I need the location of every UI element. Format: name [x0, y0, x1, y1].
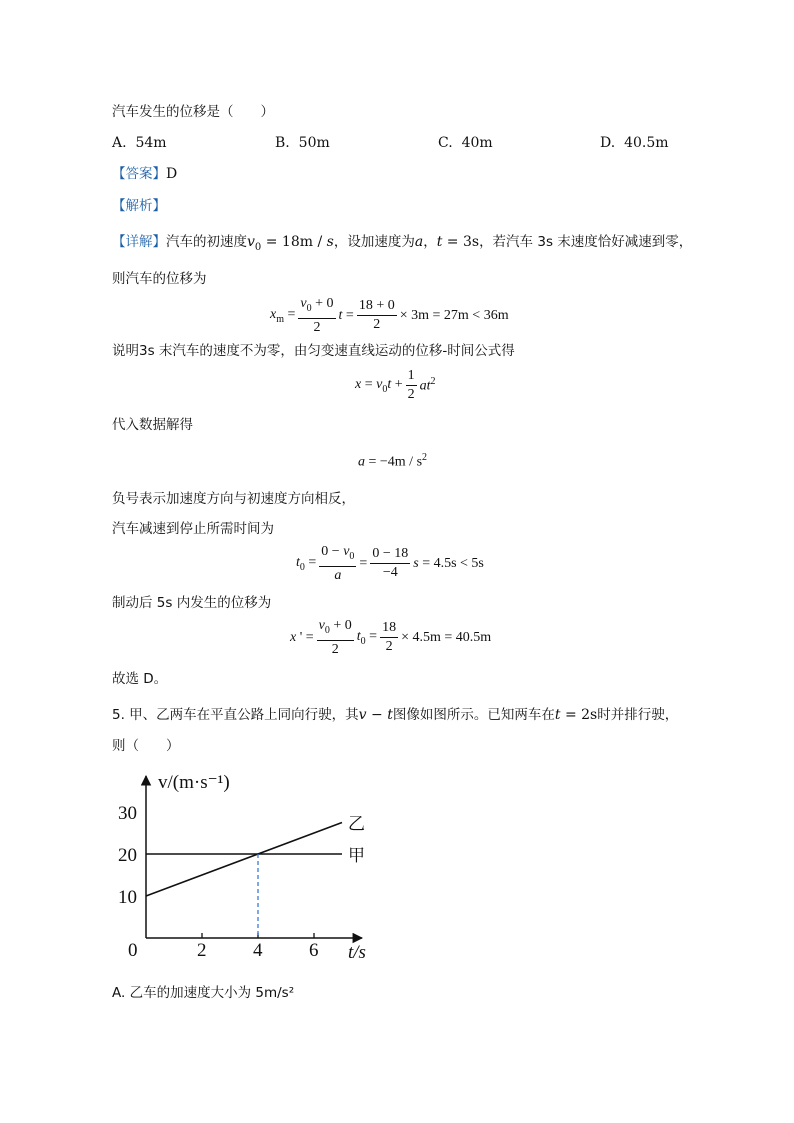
option-b — [275, 135, 330, 151]
equation-displacement: $x = v_0t$ + $\frac{1}{2}$ $at^2$ — [355, 368, 436, 402]
detail-line-2: 则汽车的位移为 — [112, 271, 207, 287]
detail-line-6: 汽车减速到停止所需时间为 — [112, 521, 274, 537]
x-tick-label: 6 — [309, 940, 319, 961]
x-tick-label: 2 — [197, 940, 207, 961]
detail-text-4: ，若汽车 3s 末速度恰好减速到零， — [479, 234, 693, 250]
equation-final-displacement: x ' = $\frac{v_0 + 0}{2}$ $t_0$ = $\frac{18}{2}$ × 4.5m = 40.5m — [290, 618, 492, 657]
series-line-yi — [146, 823, 342, 897]
equation-acceleration: $a = -4m / s^2$ — [358, 452, 428, 470]
detail-line-3: 说明3s 末汽车的速度不为零，由匀变速直线运动的位移-时间公式得 — [112, 343, 515, 359]
detail-line-8: 故选 D。 — [112, 671, 168, 687]
vt-graph — [112, 770, 382, 970]
series-label-jia: 甲 — [348, 846, 365, 866]
detail-line-4: 代入数据解得 — [112, 417, 193, 433]
x-axis-label: t/s — [348, 942, 366, 963]
option-d-letter: D. — [600, 135, 616, 151]
equation-xm: $x_m$ = $\frac{v_0 + 0}{2}$ t = $\frac{18 + 0}{2}$ × 3m = 27m < 36m — [270, 296, 509, 335]
a-symbol: a — [414, 234, 424, 250]
answer-label: 【答案】 — [112, 166, 166, 182]
t-expression: t = 3s — [436, 234, 480, 250]
question-stem: 汽车发生的位移是（ ） — [112, 104, 274, 120]
t2-expression: t = 2s — [554, 707, 598, 723]
option-c-value: 40m — [461, 135, 493, 151]
option-a-letter: A. — [112, 135, 127, 151]
option-c-letter: C. — [438, 135, 453, 151]
option-a-value: 54m — [135, 135, 167, 151]
option-d — [600, 135, 669, 151]
y-tick-label: 10 — [118, 887, 137, 908]
option-a — [112, 135, 167, 151]
q5-option-a: A. 乙车的加速度大小为 5m/s² — [112, 985, 295, 1001]
option-c — [438, 135, 493, 151]
y-axis-label: v/(m·s⁻¹) — [158, 772, 230, 793]
q5-text-1: 5. 甲、乙两车在平直公路上同向行驶，其 — [112, 707, 359, 723]
detail-line-5: 负号表示加速度方向与初速度方向相反， — [112, 491, 355, 507]
q5-line-2: 则（ ） — [112, 738, 180, 754]
detail-text-2: ，设加速度为 — [333, 234, 415, 250]
detail-text-3: ， — [423, 234, 437, 250]
q5-stem — [112, 706, 678, 724]
x-tick-label: 4 — [253, 940, 263, 961]
y-tick-label: 30 — [118, 803, 137, 824]
q5-text-2: 图像如图所示。已知两车在 — [392, 707, 555, 723]
analysis-label: 【解析】 — [112, 198, 166, 214]
equation-stop-time: $t_0$ = $\frac{0 - v_0}{a}$ = $\frac{0 - 18}{-4}$ s = 4.5s < 5s — [296, 544, 484, 583]
answer-line — [112, 165, 177, 183]
option-b-value: 50m — [298, 135, 330, 151]
detail-text-1: 汽车的初速度 — [166, 234, 247, 250]
vt-symbol: v − t — [358, 707, 393, 723]
v0-expression: $v_0 = 18m / s$ — [247, 234, 334, 253]
answer-value: D — [166, 166, 178, 182]
series-label-yi: 乙 — [348, 814, 365, 835]
detail-line-7: 制动后 5s 内发生的位移为 — [112, 595, 272, 611]
detail-label: 【详解】 — [112, 234, 166, 250]
option-d-value: 40.5m — [624, 135, 669, 151]
option-b-letter: B. — [275, 135, 290, 151]
origin-label: 0 — [128, 940, 138, 961]
y-tick-label: 20 — [118, 845, 137, 866]
detail-line-1 — [112, 233, 692, 257]
q5-text-3: 时并排行驶， — [597, 707, 679, 723]
